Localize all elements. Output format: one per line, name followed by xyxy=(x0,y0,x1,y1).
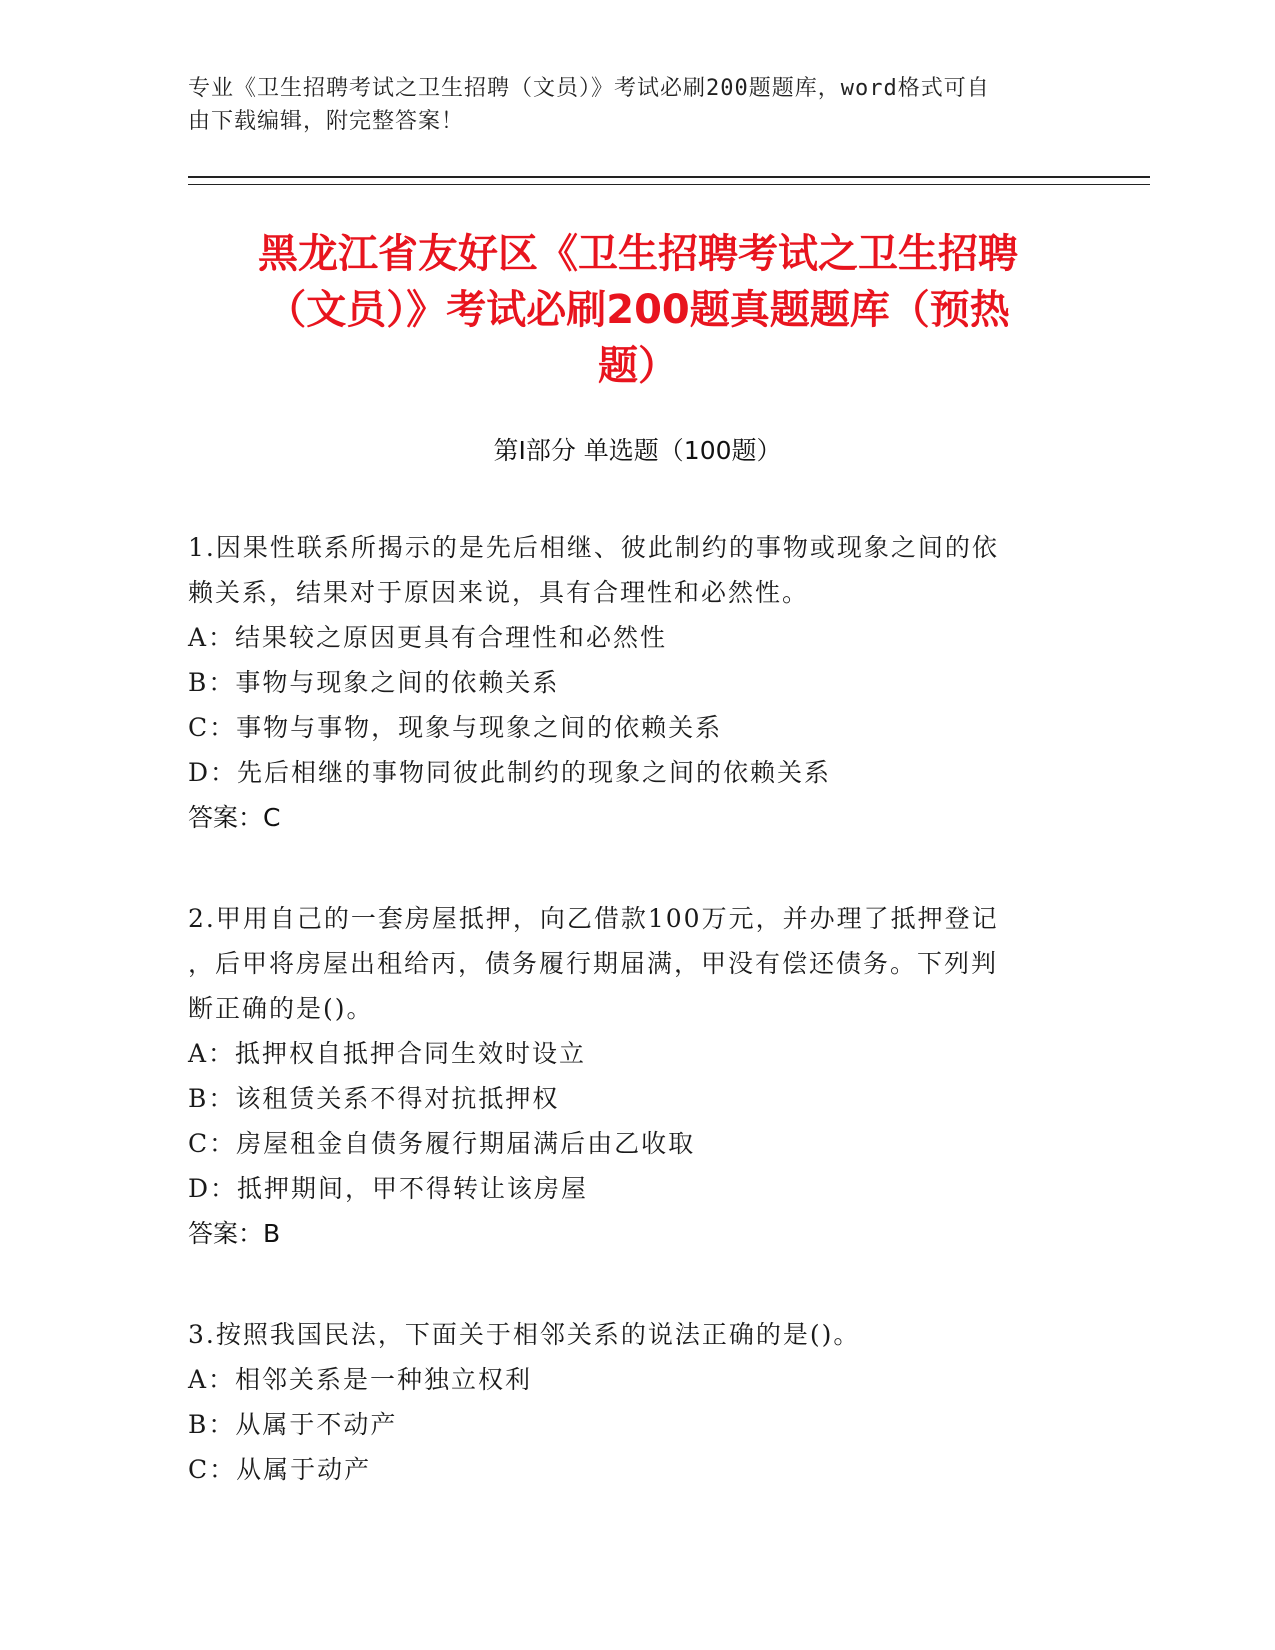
option-c: C：房屋租金自债务履行期届满后由乙收取 xyxy=(188,1129,696,1158)
question-stem xyxy=(188,896,1068,1031)
option-a: A：抵押权自抵押合同生效时设立 xyxy=(188,1039,587,1068)
answer-label: 答案：B xyxy=(188,1219,281,1248)
header-note-line: 由下载编辑，附完整答案！ xyxy=(188,109,465,134)
option-c: C：事物与事物，现象与现象之间的依赖关系 xyxy=(188,713,723,742)
option-b: B：该租赁关系不得对抗抵押权 xyxy=(188,1084,560,1113)
document-title-line: 黑龙江省友好区《卫生招聘考试之卫生招聘 xyxy=(258,231,1018,277)
option-b: B：事物与现象之间的依赖关系 xyxy=(188,668,560,697)
document-title xyxy=(188,226,1088,394)
question-stem-line: 2.甲用自己的一套房屋抵押，向乙借款100万元，并办理了抵押登记 xyxy=(188,904,999,933)
option-b: B：从属于不动产 xyxy=(188,1410,398,1439)
question-stem xyxy=(188,1312,1068,1357)
header-divider-thick xyxy=(188,176,1150,178)
option-c: C：从属于动产 xyxy=(188,1455,372,1484)
document-title-line: （文员）》考试必刷200题真题题库（预热 xyxy=(266,287,1010,333)
header-divider-thin xyxy=(188,184,1150,185)
question-2 xyxy=(188,896,1068,1256)
option-a: A：相邻关系是一种独立权利 xyxy=(188,1365,533,1394)
question-stem-line: 断正确的是()。 xyxy=(188,994,374,1023)
header-note xyxy=(188,72,1068,138)
header-note-line: 专业《卫生招聘考试之卫生招聘（文员）》考试必刷200题题库，word格式可自 xyxy=(188,76,990,101)
document-title-line: 题） xyxy=(598,343,678,389)
question-stem-line: ，后甲将房屋出租给丙，债务履行期届满，甲没有偿还债务。下列判 xyxy=(188,949,999,978)
question-list xyxy=(188,525,1068,1548)
section-title: 第Ⅰ部分 单选题（100题） xyxy=(493,436,782,465)
question-stem-line: 1.因果性联系所揭示的是先后相继、彼此制约的事物或现象之间的依 xyxy=(188,533,999,562)
question-stem-line: 3.按照我国民法，下面关于相邻关系的说法正确的是()。 xyxy=(188,1320,861,1349)
answer-label: 答案：C xyxy=(188,803,281,832)
option-d: D：先后相继的事物同彼此制约的现象之间的依赖关系 xyxy=(188,758,832,787)
option-d: D：抵押期间，甲不得转让该房屋 xyxy=(188,1174,589,1203)
question-1 xyxy=(188,525,1068,840)
question-stem-line: 赖关系，结果对于原因来说，具有合理性和必然性。 xyxy=(188,578,810,607)
question-3 xyxy=(188,1312,1068,1492)
option-a: A：结果较之原因更具有合理性和必然性 xyxy=(188,623,668,652)
question-stem xyxy=(188,525,1068,615)
